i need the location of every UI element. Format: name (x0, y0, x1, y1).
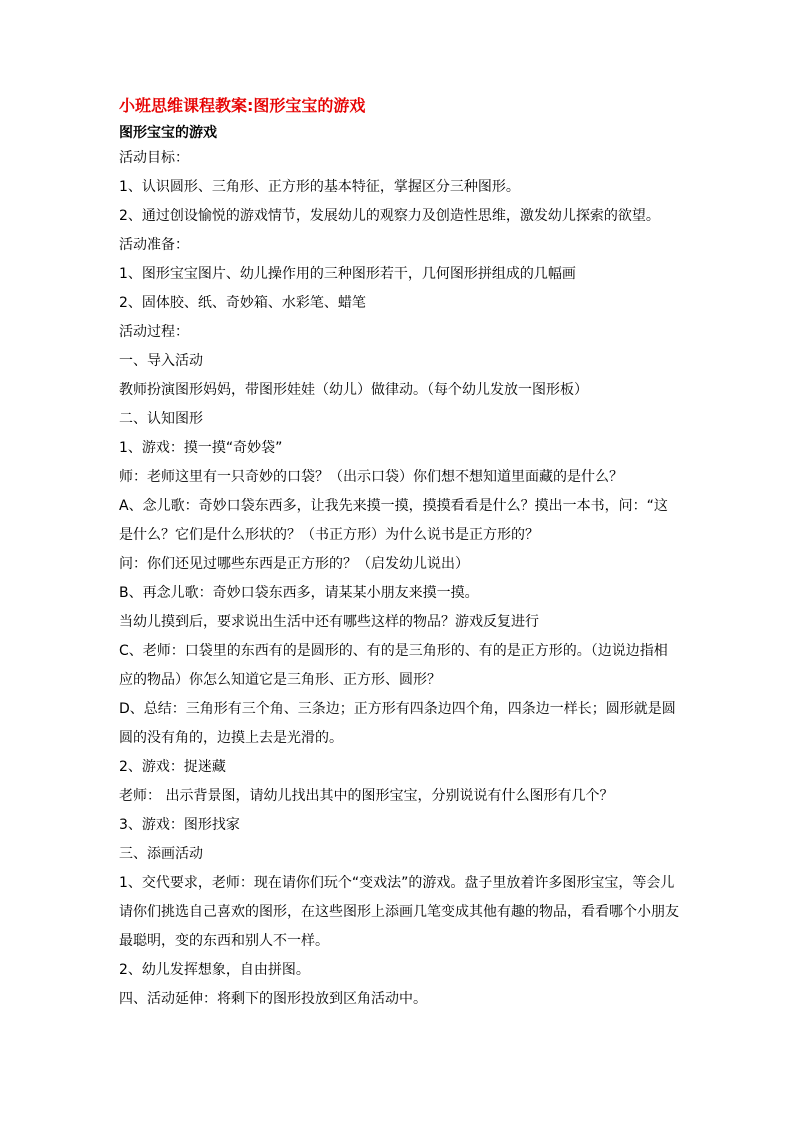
paragraph: 1、交代要求，老师：现在请你们玩个“变戏法”的游戏。盘子里放着许多图形宝宝，等会儿请你们挑选自己喜欢的图形，在这些图形上添画几笔变成其他有趣的物品，看看哪个小朋友最聪明，变的东西和别人不一样。 (119, 875, 679, 949)
paragraph: 教师扮演图形妈妈，带图形娃娃（幼儿）做律动。（每个幼儿发放一图形板） (119, 382, 588, 398)
paragraph: 1、认识圆形、三角形、正方形的基本特征，掌握区分三种图形。 (119, 179, 520, 195)
paragraph: 1、游戏：摸一摸“奇妙袋” (119, 440, 283, 456)
document-subtitle: 图形宝宝的游戏 (119, 125, 217, 141)
paragraph: A、念儿歌：奇妙口袋东西多，让我先来摸一摸，摸摸看看是什么？摸出一本书，问：“这是什么？它们是什么形状的？（书正方形）为什么说书是正方形的？ (119, 498, 668, 543)
document-body (119, 94, 679, 1014)
paragraph: 四、活动延伸：将剩下的图形投放到区角活动中。 (119, 991, 427, 1007)
paragraph-list (119, 144, 679, 1014)
paragraph: 问：你们还见过哪些东西是正方形的？（启发幼儿说出） (119, 556, 469, 572)
paragraph: 活动准备： (119, 237, 189, 253)
paragraph: 3、游戏：图形找家 (119, 817, 240, 833)
paragraph: 活动目标： (119, 150, 189, 166)
paragraph: 2、通过创设愉悦的游戏情节，发展幼儿的观察力及创造性思维，激发幼儿探索的欲望。 (119, 208, 660, 224)
paragraph: 师：老师这里有一只奇妙的口袋？（出示口袋）你们想不想知道里面藏的是什么？ (119, 469, 623, 485)
paragraph: 2、固体胶、纸、奇妙箱、水彩笔、蜡笔 (119, 295, 366, 311)
paragraph: 活动过程： (119, 324, 189, 340)
paragraph: 老师： 出示背景图，请幼儿找出其中的图形宝宝，分别说说有什么图形有几个？ (119, 788, 614, 804)
paragraph: D、总结：三角形有三个角、三条边；正方形有四条边四个角，四条边一样长；圆形就是圆圆的没有角的，边摸上去是光滑的。 (119, 701, 676, 746)
paragraph: 当幼儿摸到后，要求说出生活中还有哪些这样的物品？游戏反复进行 (119, 614, 539, 630)
paragraph: 2、幼儿发挥想象，自由拼图。 (119, 962, 310, 978)
paragraph: 1、图形宝宝图片、幼儿操作用的三种图形若干，几何图形拼组成的几幅画 (119, 266, 576, 282)
paragraph: 一、导入活动 (119, 353, 203, 369)
paragraph: 三、添画活动 (119, 846, 203, 862)
paragraph: 二、认知图形 (119, 411, 203, 427)
document-title: 小班思维课程教案:图形宝宝的游戏 (119, 96, 366, 115)
paragraph: B、再念儿歌：奇妙口袋东西多，请某某小朋友来摸一摸。 (119, 585, 479, 601)
paragraph: 2、游戏：捉迷藏 (119, 759, 226, 775)
paragraph: C、老师：口袋里的东西有的是圆形的、有的是三角形的、有的是正方形的。（边说边指相应的物品）你怎么知道它是三角形、正方形、圆形？ (119, 643, 668, 688)
